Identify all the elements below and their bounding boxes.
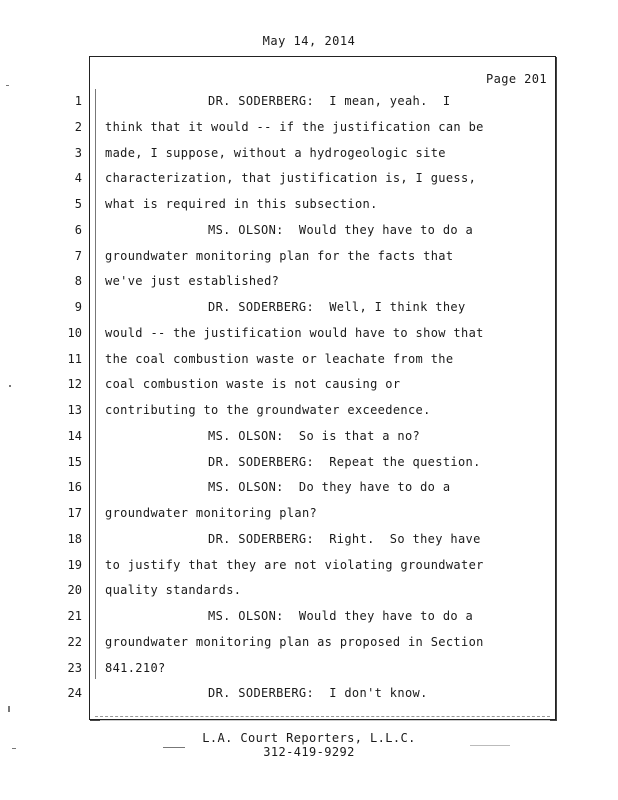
transcript-line: would -- the justification would have to show that <box>105 326 484 340</box>
transcript-line: DR. SODERBERG: Right. So they have <box>208 532 481 546</box>
line-number: 8 <box>74 274 82 288</box>
line-number: 4 <box>74 171 82 185</box>
transcript-line: the coal combustion waste or leachate from the <box>105 352 454 366</box>
line-number: 16 <box>67 480 82 494</box>
transcript-line: quality standards. <box>105 583 242 597</box>
line-number: 17 <box>67 506 82 520</box>
line-number: 13 <box>67 403 82 417</box>
line-number: 19 <box>67 558 82 572</box>
transcript-line: groundwater monitoring plan for the facts that <box>105 249 454 263</box>
scan-mark <box>6 85 9 86</box>
line-number: 11 <box>67 352 82 366</box>
line-number: 14 <box>67 429 82 443</box>
line-number: 7 <box>74 249 82 263</box>
scan-mark <box>470 745 510 746</box>
transcript-line: groundwater monitoring plan as proposed in Section <box>105 635 484 649</box>
line-number: 18 <box>67 532 82 546</box>
scan-mark <box>12 748 16 749</box>
transcript-line: we've just established? <box>105 274 280 288</box>
transcript-line: DR. SODERBERG: Well, I think they <box>208 300 466 314</box>
transcript-line: MS. OLSON: Do they have to do a <box>208 480 451 494</box>
transcript-line: contributing to the groundwater exceedence. <box>105 403 431 417</box>
transcript-line: 841.210? <box>105 661 166 675</box>
scan-mark <box>163 747 185 748</box>
transcript-line: MS. OLSON: So is that a no? <box>208 429 421 443</box>
line-number: 5 <box>74 197 82 211</box>
page-number: Page 201 <box>486 72 547 86</box>
transcript-line: made, I suppose, without a hydrogeologic site <box>105 146 446 160</box>
line-number: 22 <box>67 635 82 649</box>
transcript-line: DR. SODERBERG: I don't know. <box>208 686 428 700</box>
scan-mark <box>100 720 550 721</box>
header-date: May 14, 2014 <box>262 34 356 48</box>
transcript-line: characterization, that justification is, I guess, <box>105 171 477 185</box>
line-number: 10 <box>67 326 82 340</box>
transcript-line: MS. OLSON: Would they have to do a <box>208 223 474 237</box>
transcript-line: what is required in this subsection. <box>105 197 378 211</box>
line-number: 24 <box>67 686 82 700</box>
transcript-line: DR. SODERBERG: I mean, yeah. I <box>208 94 451 108</box>
transcript-line: think that it would -- if the justification can be <box>105 120 484 134</box>
line-number: 3 <box>74 146 82 160</box>
transcript-line: groundwater monitoring plan? <box>105 506 318 520</box>
transcript-line: to justify that they are not violating groundwater <box>105 558 484 572</box>
transcript-line: DR. SODERBERG: Repeat the question. <box>208 455 481 469</box>
scan-mark <box>9 385 11 387</box>
bottom-rule <box>95 716 550 717</box>
line-number: 12 <box>67 377 82 391</box>
line-number: 6 <box>74 223 82 237</box>
margin-rule <box>95 89 96 679</box>
line-number: 15 <box>67 455 82 469</box>
scan-mark <box>8 706 10 712</box>
line-number: 2 <box>74 120 82 134</box>
transcript-line: coal combustion waste is not causing or <box>105 377 401 391</box>
transcript-line: MS. OLSON: Would they have to do a <box>208 609 474 623</box>
line-number: 23 <box>67 661 82 675</box>
line-number: 20 <box>67 583 82 597</box>
line-number: 1 <box>74 94 82 108</box>
footer-phone: 312-419-9292 <box>263 745 355 759</box>
line-number: 9 <box>74 300 82 314</box>
line-number: 21 <box>67 609 82 623</box>
footer-reporter: L.A. Court Reporters, L.L.C. <box>202 731 416 745</box>
